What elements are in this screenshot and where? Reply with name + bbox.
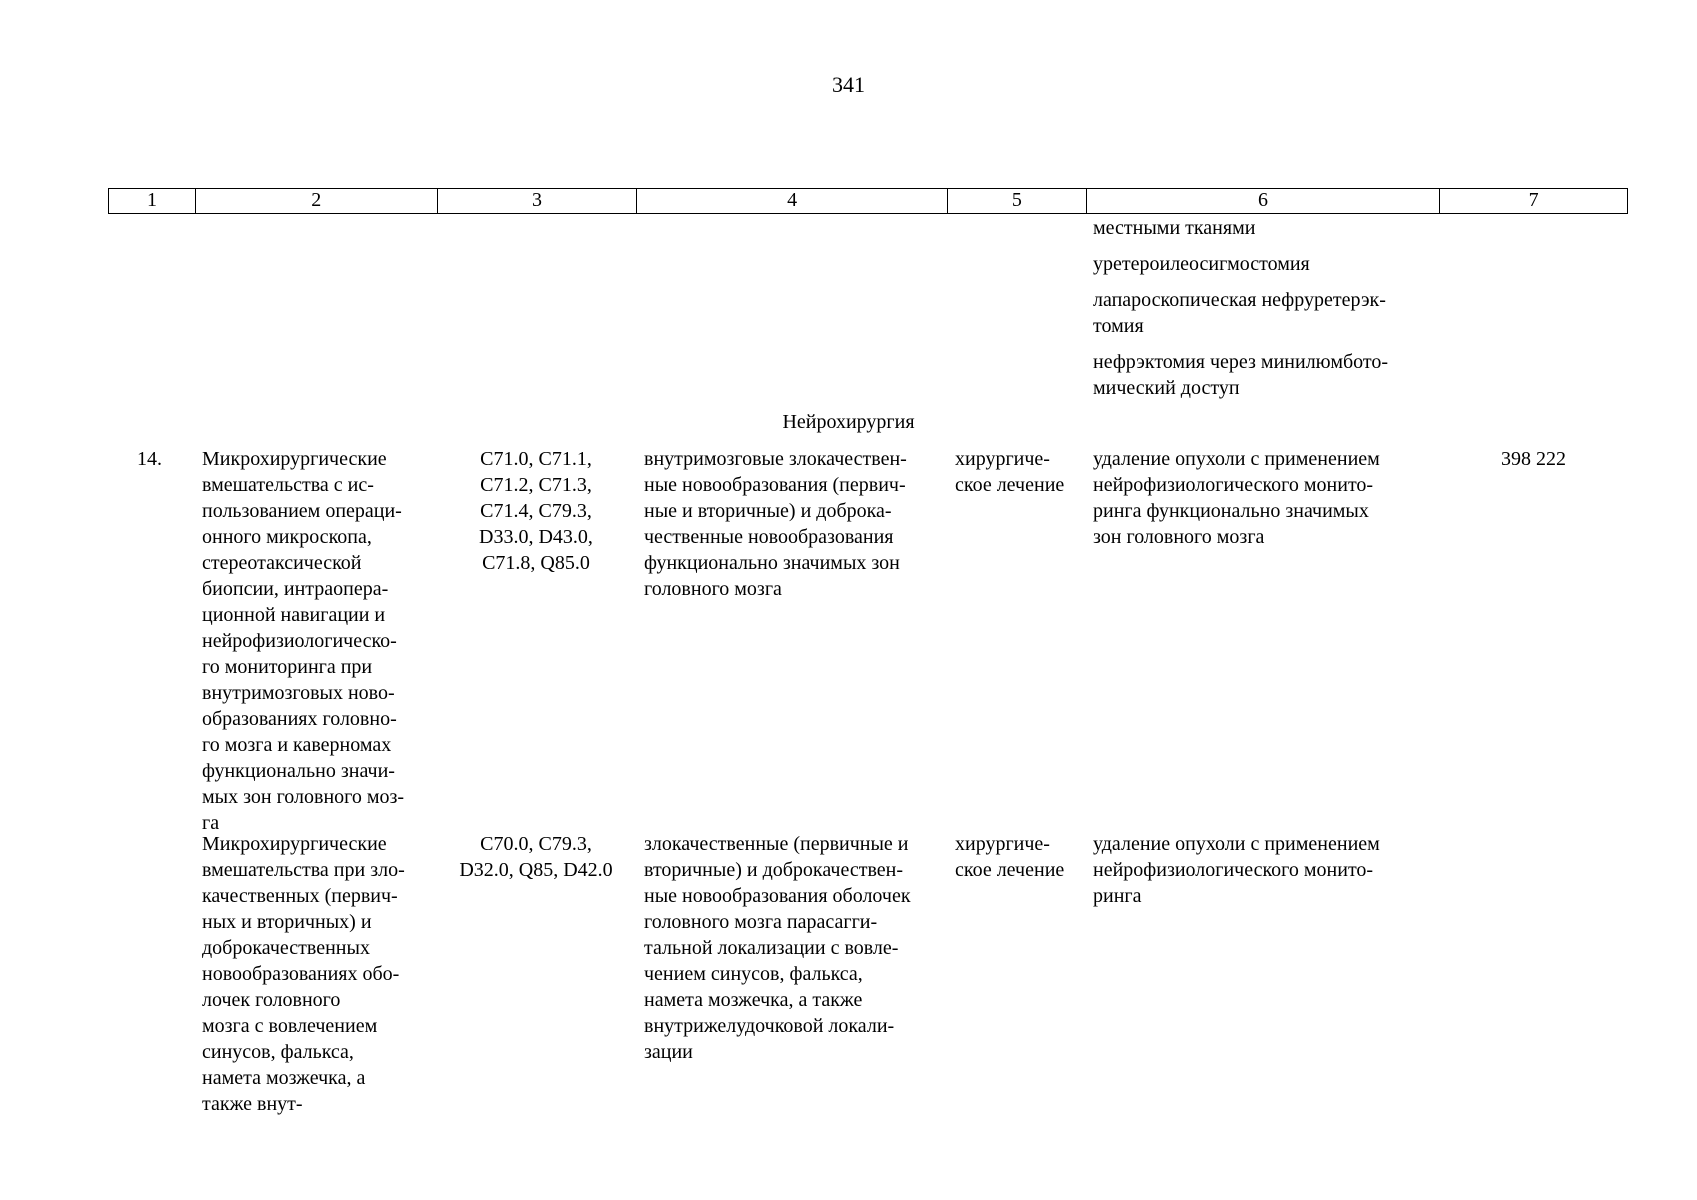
text-line: C71.0, C71.1,: [480, 448, 592, 470]
text-line: ционной навигации и: [202, 604, 386, 626]
text-line: головного мозга: [644, 578, 782, 600]
header-col-5: 5: [948, 189, 1087, 213]
continuation-item: [1093, 349, 1388, 401]
row-col7: 398 222: [1501, 448, 1566, 470]
continuation-item: [1093, 251, 1388, 277]
text-line: намета мозжечка, а: [202, 1067, 366, 1089]
text-line: онного микроскопа,: [202, 526, 372, 548]
text-line: нейрофизиологического монито-: [1093, 474, 1374, 496]
row-col6: [1093, 831, 1380, 909]
text-line: ные новообразования оболочек: [644, 885, 911, 907]
text-line: ных и вторичных) и: [202, 911, 372, 933]
text-line: C71.8, Q85.0: [482, 552, 590, 574]
text-line: Микрохирургические: [202, 833, 387, 855]
header-col-3: 3: [438, 189, 638, 213]
text-line: намета мозжечка, а также: [644, 989, 863, 1011]
continuation-item: [1093, 215, 1388, 241]
text-line: ринга функционально значимых: [1093, 500, 1369, 522]
header-col-7: 7: [1528, 189, 1539, 211]
header-col-2: 2: [196, 189, 438, 213]
continuation-col6: [1093, 215, 1388, 401]
text-line: ные и вторичные) и доброка-: [644, 500, 892, 522]
text-line: нейрофизиологического монито-: [1093, 859, 1374, 881]
text-line: мых зон головного моз-: [202, 786, 405, 808]
text-line: нейрофизиологическо-: [202, 630, 397, 652]
continuation-line: томия: [1093, 315, 1144, 337]
text-line: ское лечение: [955, 474, 1065, 496]
text-line: удаление опухоли с применением: [1093, 448, 1380, 470]
text-line: тальной локализации с вовле-: [644, 937, 899, 959]
text-line: качественных (первич-: [202, 885, 398, 907]
table-header-row: [108, 188, 1628, 214]
text-line: функционально значимых зон: [644, 552, 900, 574]
row-number: 14.: [137, 448, 162, 470]
text-line: внутрижелудочковой локали-: [644, 1015, 895, 1037]
header-col-4: 4: [637, 189, 948, 213]
row-col2: [202, 446, 404, 836]
text-line: D32.0, Q85, D42.0: [459, 859, 613, 881]
continuation-item: [1093, 287, 1388, 339]
header-col-6: 6: [1087, 189, 1441, 213]
continuation-line: лапароскопическая нефруретерэк-: [1093, 289, 1386, 311]
text-line: чественные новообразования: [644, 526, 894, 548]
text-line: хирургиче-: [955, 448, 1050, 470]
text-line: лочек головного: [202, 989, 341, 1011]
row-col6: [1093, 446, 1380, 550]
text-line: вмешательства с ис-: [202, 474, 374, 496]
text-line: ринга: [1093, 885, 1142, 907]
text-line: ные новообразования (первич-: [644, 474, 906, 496]
page-number: 341: [832, 72, 865, 97]
row-col5: [955, 831, 1064, 883]
text-line: га: [202, 812, 220, 834]
text-line: образованиях головно-: [202, 708, 397, 730]
row-col3: [436, 446, 636, 576]
continuation-line: мический доступ: [1093, 377, 1240, 399]
row-col4: [644, 446, 907, 602]
text-line: ское лечение: [955, 859, 1065, 881]
text-line: внутримозговых ново-: [202, 682, 395, 704]
text-line: чением синусов, фалькса,: [644, 963, 863, 985]
text-line: злокачественные (первичные и: [644, 833, 909, 855]
text-line: го мозга и каверномах: [202, 734, 392, 756]
text-line: зон головного мозга: [1093, 526, 1265, 548]
text-line: вмешательства при зло-: [202, 859, 405, 881]
text-line: Микрохирургические: [202, 448, 387, 470]
text-line: доброкачественных: [202, 937, 370, 959]
text-line: синусов, фалькса,: [202, 1041, 354, 1063]
text-line: также внут-: [202, 1093, 303, 1115]
header-col-1: 1: [109, 189, 196, 213]
text-line: новообразованиях обо-: [202, 963, 400, 985]
text-line: головного мозга парасагги-: [644, 911, 878, 933]
text-line: C71.2, C71.3,: [480, 474, 592, 496]
text-line: хирургиче-: [955, 833, 1050, 855]
row-col3: [436, 831, 636, 883]
text-line: зации: [644, 1041, 693, 1063]
continuation-line: местными тканями: [1093, 217, 1256, 239]
text-line: удаление опухоли с применением: [1093, 833, 1380, 855]
row-col4: [644, 831, 911, 1065]
row-col2: [202, 831, 405, 1117]
text-line: го мониторинга при: [202, 656, 373, 678]
continuation-line: уретероилеосигмостомия: [1093, 253, 1310, 275]
section-title: Нейрохирургия: [782, 411, 915, 433]
row-col5: [955, 446, 1064, 498]
text-line: C71.4, C79.3,: [480, 500, 592, 522]
text-line: пользованием операци-: [202, 500, 402, 522]
text-line: мозга с вовлечением: [202, 1015, 378, 1037]
text-line: биопсии, интраопера-: [202, 578, 389, 600]
continuation-line: нефрэктомия через минилюмбото-: [1093, 351, 1389, 373]
text-line: C70.0, C79.3,: [480, 833, 592, 855]
text-line: вторичные) и доброкачествен-: [644, 859, 904, 881]
text-line: функционально значи-: [202, 760, 395, 782]
text-line: внутримозговые злокачествен-: [644, 448, 907, 470]
text-line: стереотаксической: [202, 552, 362, 574]
text-line: D33.0, D43.0,: [479, 526, 593, 548]
